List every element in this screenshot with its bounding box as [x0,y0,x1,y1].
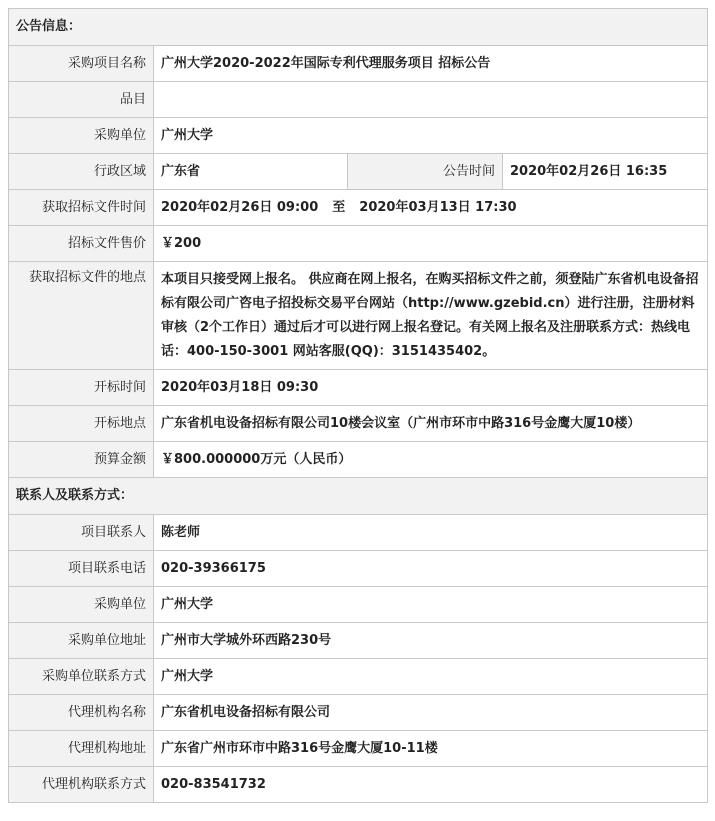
publish-time-value: 2020年02月26日 16:35 [503,154,708,190]
contact-purchaser-value: 广州大学 [154,587,708,623]
publish-time-label: 公告时间 [348,154,503,190]
doc-time-start: 2020年02月26日 09:00 [161,199,319,215]
agency-contact-value: 020-83541732 [154,767,708,803]
doc-place-value: 本项目只接受网上报名。 供应商在网上报名，在购买招标文件之前，须登陆广东省机电设备招标有限公司广咨电子招投标交易平台网站（http://www.gzebid.cn）进行注册，注册材料审核（2个工作日）通过后才可以进行网上报名登记。有关网上报名及注册联系方式：热线电话：400-150-3001 网站客服(QQ)：3151435402。 [154,262,708,370]
region-label: 行政区域 [9,154,154,190]
table-row [9,406,708,442]
table-row [9,370,708,406]
project-contact-value: 陈老师 [154,515,708,551]
budget-label: 预算金额 [9,442,154,478]
table-row [9,190,708,226]
table-row [9,262,708,370]
purchaser-contact-label: 采购单位联系方式 [9,659,154,695]
agency-address-label: 代理机构地址 [9,731,154,767]
table-row [9,695,708,731]
open-place-label: 开标地点 [9,406,154,442]
purchaser-label: 采购单位 [9,118,154,154]
table-row [9,515,708,551]
section-row [9,9,708,46]
table-row [9,659,708,695]
table-row [9,731,708,767]
project-contact-label: 项目联系人 [9,515,154,551]
doc-place-label: 获取招标文件的地点 [9,262,154,370]
table-row [9,623,708,659]
table-row [9,46,708,82]
notice-table [8,8,708,803]
purchaser-address-label: 采购单位地址 [9,623,154,659]
open-place-value: 广东省机电设备招标有限公司10楼会议室（广州市环市中路316号金鹰大厦10楼） [154,406,708,442]
doc-time-end: 2020年03月13日 17:30 [359,199,517,215]
table-row [9,587,708,623]
agency-name-label: 代理机构名称 [9,695,154,731]
item-label: 品目 [9,82,154,118]
project-phone-label: 项目联系电话 [9,551,154,587]
section-row [9,478,708,515]
purchaser-contact-value: 广州大学 [154,659,708,695]
section-title-notice: 公告信息： [9,9,708,46]
agency-name-value: 广东省机电设备招标有限公司 [154,695,708,731]
project-name-label: 采购项目名称 [9,46,154,82]
budget-value: ￥800.000000万元（人民币） [154,442,708,478]
doc-price-value: ￥200 [154,226,708,262]
project-name-value: 广州大学2020-2022年国际专利代理服务项目 招标公告 [154,46,708,82]
doc-time-to: 至 [332,199,346,215]
region-value: 广东省 [154,154,348,190]
doc-price-label: 招标文件售价 [9,226,154,262]
table-row [9,442,708,478]
item-value [154,82,708,118]
table-row [9,82,708,118]
open-time-label: 开标时间 [9,370,154,406]
agency-address-value: 广东省广州市环市中路316号金鹰大厦10-11楼 [154,731,708,767]
agency-contact-label: 代理机构联系方式 [9,767,154,803]
section-title-contact: 联系人及联系方式： [9,478,708,515]
project-phone-value: 020-39366175 [154,551,708,587]
contact-purchaser-label: 采购单位 [9,587,154,623]
table-row [9,118,708,154]
doc-time-value [154,190,708,226]
table-row [9,154,708,190]
table-row [9,226,708,262]
table-row [9,551,708,587]
purchaser-address-value: 广州市大学城外环西路230号 [154,623,708,659]
purchaser-value: 广州大学 [154,118,708,154]
doc-time-label: 获取招标文件时间 [9,190,154,226]
open-time-value: 2020年03月18日 09:30 [154,370,708,406]
table-row [9,767,708,803]
